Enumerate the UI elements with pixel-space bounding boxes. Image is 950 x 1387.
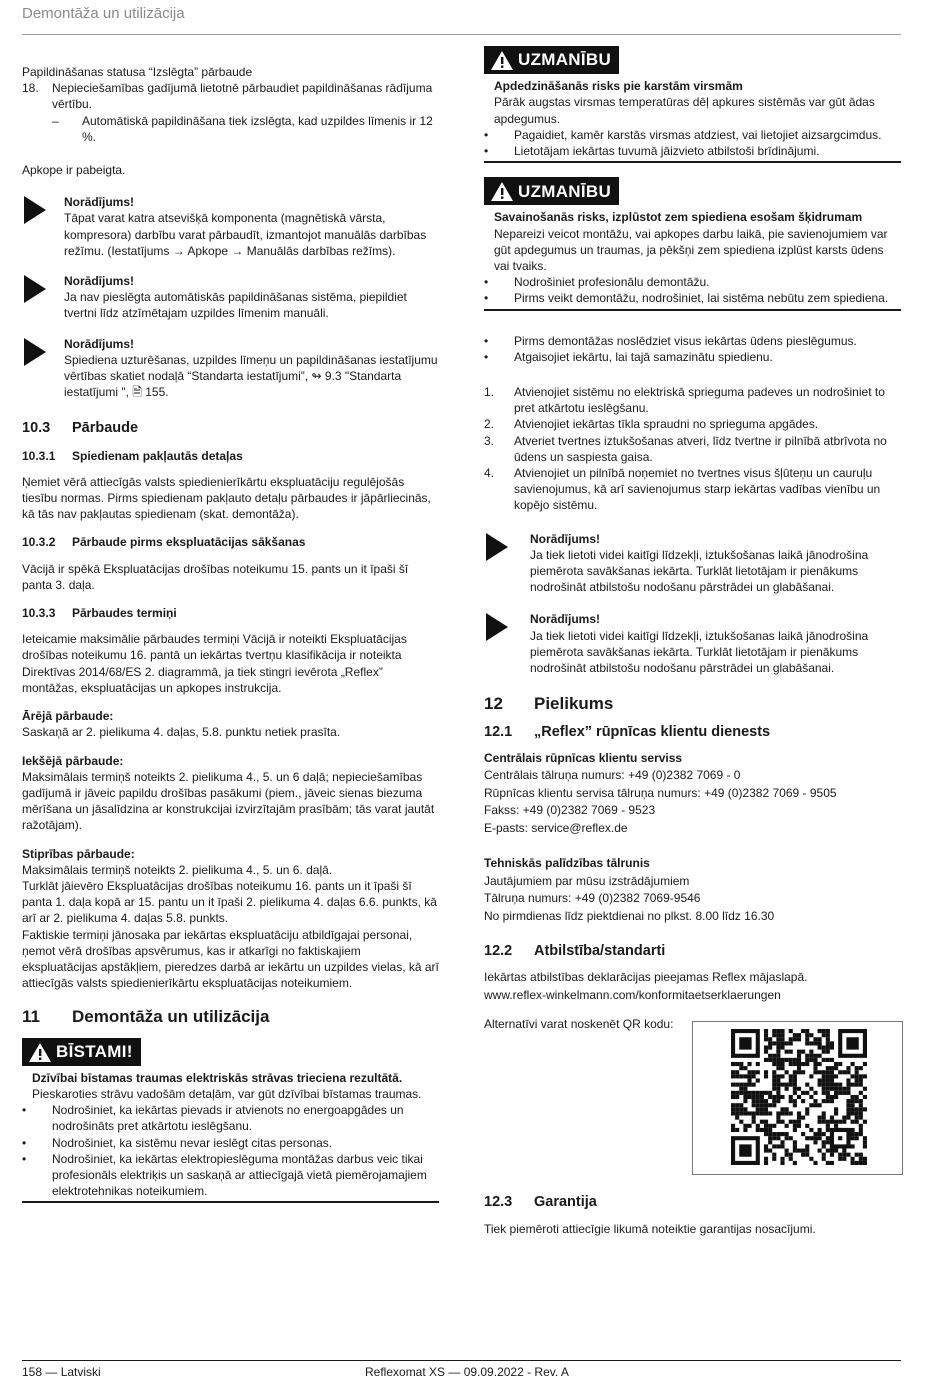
note-title: Norādījums!	[530, 612, 601, 627]
bullet-mark: •	[484, 144, 489, 159]
note-arrow-icon	[484, 531, 530, 596]
strength-check-text-3: Faktiskie termiņi jānosaka par iekārtas ekspluatāciju atbildīgajai personai, ņemot vērā drošības apsvērumus, kas ir atkarīgi no faktiskajiem ekspluatācijas apstākļiem, pieredzes darbā ar iekārtu un uzpildes vielas, kā arī attiecīgās valsts spiedienierīkārtu ekspluatācijas noteikumiem.	[22, 927, 439, 991]
danger-badge	[22, 1038, 141, 1066]
caution-box-1	[484, 46, 901, 163]
service-line: Rūpnīcas klientu servisa tālruņa numurs: +49 (0)2382 7069 - 9505	[484, 785, 837, 800]
step-text: Atveriet tvertnes iztukšošanas atveri, līdz tvertne ir pilnībā atbrīvota no ūdens un saspiesta gaisa.	[514, 433, 887, 464]
section-number: 10.3.2	[22, 535, 56, 550]
caution-badge-label: UZMANĪBU	[518, 181, 612, 201]
note-title: Norādījums!	[530, 531, 601, 546]
danger-box	[22, 1038, 439, 1204]
list-item	[484, 333, 901, 349]
note-arrow-icon	[22, 273, 64, 322]
section-title: Pārbaudes termiņi	[72, 606, 177, 621]
pre-dismantle-list	[484, 333, 901, 365]
service-line: Fakss: +49 (0)2382 7069 - 9523	[484, 803, 656, 818]
section-11	[22, 1009, 439, 1025]
section-12-1	[484, 724, 901, 740]
section-10-3-1-text: Ņemiet vērā attiecīgās valsts spiedienierīkārtu ekspluatāciju regulējošās tiesību normas. Pirms spiedienam pakļauto detaļu pārbaudes ir jāpārliecinās, kā tās nav pakļautas spiedienam (skat. demontāža).	[22, 474, 431, 522]
warning-triangle-icon	[490, 50, 514, 71]
note-disposal-1	[484, 531, 901, 596]
bullet-mark: •	[22, 1151, 27, 1166]
caution-text: Pārāk augstas virsmas temperatūras dēļ apkures sistēmās var gūt ādas apdegumus.	[494, 95, 875, 126]
note-3	[22, 336, 439, 401]
note-text: Spiediena uzturēšanas, uzpildes līmeņu un papildināšanas iestatījumu vērtības skatiet nodaļā “Standarta iestatījumi”, ↬ 9.3 "Standarta iestatījumi ", 🗎 155.	[64, 352, 438, 400]
step-item	[484, 433, 901, 465]
section-title: Atbilstība/standarti	[534, 943, 666, 960]
conformity-link[interactable]: www.reflex-winkelmann.com/konformitaetserklaerungen	[484, 987, 781, 1002]
header-rule	[22, 34, 901, 35]
result-text: Automātiskā papildināšana tiek izslēgta, kad uzpildes līmenis ir 12 %.	[82, 113, 433, 144]
section-10-3-2-text: Vācijā ir spēkā Ekspluatācijas drošības noteikumu 15. pants un it īpaši šī panta 3. daļa.	[22, 561, 409, 592]
tech-line: Tālruņa numurs: +49 (0)2382 7069-9546	[484, 891, 701, 906]
bullet-text: Atgaisojiet iekārtu, lai tajā samazinātu spiedienu.	[514, 349, 773, 364]
step-number: 4.	[484, 466, 495, 481]
step-item	[484, 465, 901, 514]
section-12-3	[484, 1194, 901, 1210]
list-item	[484, 349, 901, 365]
strength-check-text-1: Maksimālais termiņš noteikts 2. pielikuma 4., 5. un 6. daļā.	[22, 862, 333, 877]
strength-check-text-2: Turklāt jāievēro Ekspluatācijas drošības noteikumu 16. pants un it īpaši šī panta 1. daļa kopā ar 15. pantu un it īpaši 2. pielikuma 4. daļas 6.6. punkts, kā arī ar 2. pielikuma 4. daļas 5.8. punkts.	[22, 878, 437, 926]
qr-code[interactable]	[692, 1021, 903, 1175]
note-2	[22, 273, 439, 322]
refill-check-heading: Papildināšanas statusa “Izslēgta” pārbaude	[22, 65, 253, 79]
caution-badge	[484, 46, 619, 74]
footer-rule	[22, 1360, 901, 1361]
note-arrow-icon	[22, 194, 64, 259]
section-number: 12.1	[484, 723, 513, 740]
bullet-mark: •	[484, 127, 489, 142]
step-number: 1.	[484, 385, 495, 400]
bullet-mark: •	[22, 1135, 27, 1150]
section-title: Pārbaude	[72, 420, 139, 437]
conformity-text: Iekārtas atbilstības deklarācijas pieejamas Reflex mājaslapā.	[484, 970, 808, 985]
section-number: 12.2	[484, 943, 513, 960]
bullet-text: Nodrošiniet, ka sistēmu nevar ieslēgt citas personas.	[52, 1135, 333, 1150]
external-check-title: Ārējā pārbaude:	[22, 709, 114, 724]
caution-bullet	[484, 290, 901, 306]
note-disposal-2	[484, 611, 901, 676]
danger-bullet	[22, 1151, 439, 1200]
dash-mark: –	[52, 113, 59, 128]
page-number: 158 — Latviski	[22, 1365, 101, 1379]
caution-bullet	[484, 143, 901, 159]
section-title: Garantija	[534, 1194, 597, 1210]
section-10-3-2	[22, 534, 439, 550]
note-arrow-icon	[484, 611, 530, 676]
section-title: Demontāža un utilizācija	[72, 1007, 270, 1027]
step-item	[484, 384, 901, 416]
bullet-text: Nodrošiniet, ka iekārtas elektropieslēguma montāžas darbus veic tikai profesionāls elektriķis un saskaņā ar attiecīgajā vietā piemērojamajiem elektrotehnikas noteikumiem.	[52, 1151, 427, 1199]
section-10-3-1	[22, 448, 439, 464]
bullet-text: Lietotājam iekārtas tuvumā jāizvieto atbilstoši brīdinājumi.	[514, 144, 820, 159]
tech-title: Tehniskās palīdzības tālrunis	[484, 856, 650, 871]
section-12-3-block	[484, 1194, 901, 1237]
bullet-text: Pirms veikt demontāžu, nodrošiniet, lai sistēma nebūtu zem spiediena.	[514, 291, 889, 306]
caution-badge-label: UZMANĪBU	[518, 50, 612, 70]
strength-check-title: Stiprības pārbaude:	[22, 846, 135, 861]
step-text: Nepieciešamības gadījumā lietotnē pārbaudiet papildināšanas rādījuma vērtību.	[52, 81, 433, 112]
bullet-text: Nodrošiniet, ka iekārtas pievads ir atvienots no energoapgādes un nodrošināts pret atkārtotu ieslēgšanu.	[52, 1103, 404, 1134]
step-18	[22, 80, 439, 112]
note-text: Ja nav pieslēgta automātiskās papildināšanas sistēma, piepildiet tvertni līdz atzīmētajam uzpildes līmenim manuāli.	[64, 290, 407, 321]
caution-bullet	[484, 127, 901, 143]
external-check-text: Saskaņā ar 2. pielikuma 4. daļas, 5.8. punktu netiek prasīta.	[22, 725, 341, 740]
tech-line: No pirmdienas līdz piektdienai no plkst. 8.00 līdz 16.30	[484, 908, 775, 923]
internal-check-text: Maksimālais termiņš noteikts 2. pielikuma 4., 5. un 6 daļā; nepieciešamības gadījumā ir jāveic papildu drošības pasākumi (piem., jāveic sienas biezuma mērīšana un jāsalīdzina ar konstrukcijai izvirzītajām prasībām; tās varat jautāt ražotājam).	[22, 769, 435, 833]
left-column	[22, 64, 439, 1203]
service-email: E-pasts: service@reflex.de	[484, 820, 628, 835]
danger-bullet	[22, 1135, 439, 1151]
note-title: Norādījums!	[64, 274, 135, 289]
caution-bullet	[484, 274, 901, 290]
note-text: Ja tiek lietoti videi kaitīgi līdzekļi, iztukšošanas laikā jānodrošina piemērota savākšanas iekārta. Turklāt lietotājam ir pienākums nodrošināt atbilstošu nodošanu pārstrādei un glabāšanai.	[530, 628, 869, 676]
section-12-2	[484, 943, 901, 959]
note-title: Norādījums!	[64, 336, 135, 351]
qr-label: Alternatīvi varat noskenēt QR kodu:	[484, 1017, 674, 1032]
maintenance-complete: Apkope ir pabeigta.	[22, 163, 126, 178]
service-line: Centrālais tālruņa numurs: +49 (0)2382 7069 - 0	[484, 768, 741, 783]
step-text: Atvienojiet un pilnībā noņemiet no tvertnes visus šļūteņu un cauruļu savienojumus, kā arī savienojumus starp iekārtas vadības vienību un kopējo sistēmu.	[514, 466, 881, 513]
step-text: Atvienojiet iekārtas tīkla spraudni no sprieguma apgādes.	[514, 417, 819, 432]
note-text: Ja tiek lietoti videi kaitīgi līdzekļi, iztukšošanas laikā jānodrošina piemērota savākšanas iekārta. Turklāt lietotājam ir pienākums nodrošināt atbilstošu nodošanu pārstrādei un glabāšanai.	[530, 547, 869, 595]
danger-badge-label: BĪSTAMI!	[56, 1041, 133, 1061]
step-text: Atvienojiet sistēmu no elektriskā sprieguma padeves un nodrošiniet to pret atkārtotu ieslēgšanu.	[514, 385, 885, 416]
qr-code-image	[731, 1029, 867, 1165]
warning-triangle-icon	[28, 1042, 52, 1063]
section-number: 12.3	[484, 1194, 513, 1210]
step-number: 18.	[22, 81, 39, 96]
danger-text: Pieskaroties strāvu vadošām detaļām, var gūt dzīvībai bīstamas traumas.	[32, 1086, 422, 1101]
document-id: Reflexomat XS — 09.09.2022 - Rev. A	[365, 1365, 569, 1379]
section-title: „Reflex” rūpnīcas klientu dienests	[534, 723, 771, 740]
warranty-text: Tiek piemēroti attiecīgie likumā noteiktie garantijas nosacījumi.	[484, 1222, 816, 1237]
caution-title: Apdedzināšanās risks pie karstām virsmām	[494, 79, 743, 94]
section-number: 10.3.3	[22, 606, 56, 621]
caution-text: Nepareizi veicot montāžu, vai apkopes darbu laikā, pie savienojumiem var gūt apdegumus un traumas, ja pēkšņi zem spiediena izplūst karsts ūdens vai tvaiks.	[494, 226, 888, 274]
danger-bullet	[22, 1102, 439, 1134]
warning-triangle-icon	[490, 181, 514, 202]
section-title: Spiedienam pakļautās detaļas	[72, 448, 243, 463]
note-arrow-icon	[22, 336, 64, 401]
result-item	[22, 113, 439, 145]
step-number: 3.	[484, 433, 495, 448]
internal-check-title: Iekšējā pārbaude:	[22, 753, 124, 768]
right-column	[484, 46, 901, 1033]
note-text: Tāpat varat katra atsevišķā komponenta (magnētiskā vārsta, kompresora) darbību varat pārbaudīt, izmantojot manuālās darbības režīmu. (Iestatījums → Apkope → Manuālās darbības režīms).	[64, 211, 427, 258]
note-title: Norādījums!	[64, 195, 135, 210]
section-number: 10.3.1	[22, 448, 56, 463]
bullet-text: Nodrošiniet profesionālu demontāžu.	[514, 275, 710, 290]
section-number: 10.3	[22, 420, 51, 437]
section-number: 12	[484, 694, 503, 714]
tech-line: Jautājumiem par mūsu izstrādājumiem	[484, 873, 690, 888]
note-1	[22, 194, 439, 259]
danger-title: Dzīvībai bīstamas traumas elektriskās strāvas trieciena rezultātā.	[32, 1070, 403, 1085]
bullet-mark: •	[484, 291, 489, 306]
bullet-text: Pagaidiet, kamēr karstās virsmas atdziest, vai lietojiet aizsargcimdus.	[514, 127, 882, 142]
bullet-mark: •	[484, 275, 489, 290]
step-item	[484, 416, 901, 432]
section-title: Pārbaude pirms ekspluatācijas sākšanas	[72, 535, 306, 550]
section-12	[484, 696, 901, 712]
section-10-3-3-text: Ieteicamie maksimālie pārbaudes termiņi Vācijā ir noteikti Ekspluatācijas drošības noteikumu 16. pantā un iekārtas tvertņu klasifikācija ir noteikta Direktīvas 2014/68/ES 2. diagrammā, ja tiek stingri ievērota „Reflex” montāžas, ekspluatācijas un apkopes instrukcija.	[22, 632, 407, 695]
bullet-mark: •	[484, 349, 489, 364]
section-10-3	[22, 420, 439, 436]
section-10-3-3	[22, 605, 439, 621]
bullet-mark: •	[22, 1103, 27, 1118]
bullet-mark: •	[484, 333, 489, 348]
service-title: Centrālais rūpnīcas klientu serviss	[484, 750, 683, 765]
running-title: Demontāža un utilizācija	[22, 5, 185, 22]
section-number: 11	[22, 1007, 40, 1027]
step-number: 2.	[484, 417, 495, 432]
caution-box-2	[484, 177, 901, 310]
dismantle-steps	[484, 384, 901, 514]
section-title: Pielikums	[534, 694, 614, 714]
caution-badge	[484, 177, 619, 205]
bullet-text: Pirms demontāžas noslēdziet visus iekārtas ūdens pieslēgumus.	[514, 333, 857, 348]
caution-title: Savainošanās risks, izplūstot zem spiediena esošam šķidrumam	[494, 210, 863, 225]
